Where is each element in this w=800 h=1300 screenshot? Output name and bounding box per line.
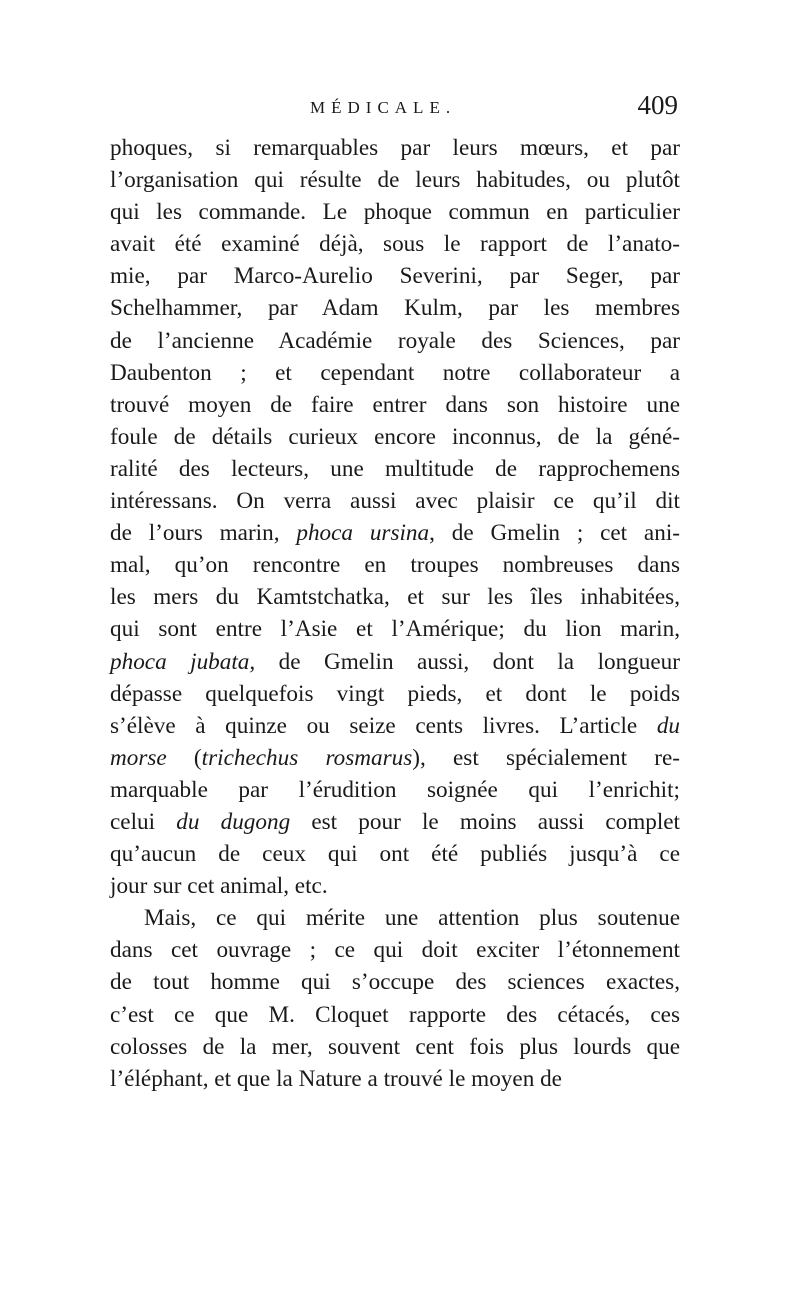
text-segment: Schelhammer, par Adam Kulm, par les membres	[110, 295, 680, 322]
text-line	[110, 838, 680, 870]
text-segment: l’éléphant, et que la Nature a trouvé le moyen de	[110, 1065, 562, 1092]
text-line	[110, 228, 680, 260]
text-line	[110, 260, 680, 292]
text-segment: les mers du Kamtstchatka, et sur les îles inhabitées,	[110, 584, 680, 611]
text-segment: ralité des lecteurs, une multitude de rapprochemens	[110, 455, 680, 482]
text-segment: marquable par l’érudition soignée qui l’enrichit;	[110, 776, 680, 803]
text-segment: celui	[110, 808, 177, 835]
text-line	[110, 742, 680, 774]
text-line	[110, 325, 680, 357]
text-segment: qui les commande. Le phoque commun en particulier	[110, 199, 680, 226]
text-line	[110, 966, 680, 998]
text-line	[110, 421, 680, 453]
text-line	[110, 581, 680, 613]
text-segment: trouvé moyen de faire entrer dans son histoire une	[110, 391, 680, 418]
text-line	[110, 485, 680, 517]
text-line	[110, 999, 680, 1031]
text-segment: qui sont entre l’Asie et l’Amérique; du lion marin,	[110, 616, 680, 643]
text-line	[110, 1063, 680, 1095]
text-line	[110, 453, 680, 485]
book-page	[110, 92, 680, 1095]
text-segment: , de Gmelin ; cet ani-	[429, 520, 680, 547]
text-line	[110, 292, 680, 324]
running-head: MÉDICALE.	[310, 98, 457, 117]
italic-segment: phoca ursina	[296, 520, 430, 547]
text-line	[110, 517, 680, 549]
italic-segment: morse	[110, 744, 167, 771]
text-segment: ), est spécialement re-	[412, 744, 680, 771]
text-line	[110, 549, 680, 581]
text-segment: Daubenton ; et cependant notre collaborateur a	[110, 359, 680, 386]
text-segment: intéressans. On verra aussi avec plaisir ce qu’il dit	[110, 488, 680, 515]
text-segment: de tout homme qui s’occupe des sciences exactes,	[110, 969, 680, 996]
text-segment: dans cet ouvrage ; ce qui doit exciter l’étonnement	[110, 937, 680, 964]
paragraph	[110, 902, 680, 1095]
italic-segment: du	[656, 712, 680, 739]
text-segment: mie, par Marco-Aurelio Severini, par Seger, par	[110, 263, 680, 290]
italic-segment: trichechus rosmarus	[201, 744, 413, 771]
text-segment: (	[166, 744, 202, 771]
text-segment: phoques, si remarquables par leurs mœurs, et par	[110, 135, 680, 161]
text-segment: l’organisation qui résulte de leurs habitudes, ou plutôt	[110, 167, 680, 194]
text-line	[110, 164, 680, 196]
text-segment: qu’aucun de ceux qui ont été publiés jusqu’à ce	[110, 841, 680, 868]
text-line	[110, 870, 680, 902]
text-segment: de l’ours marin,	[110, 520, 297, 547]
text-segment: jour sur cet animal, etc.	[110, 873, 328, 900]
text-line	[110, 357, 680, 389]
text-segment: avait été examiné déjà, sous le rapport de l’anato-	[110, 231, 680, 258]
text-line	[110, 934, 680, 966]
text-line	[110, 132, 680, 164]
text-line	[110, 613, 680, 645]
text-segment: colosses de la mer, souvent cent fois plus lourds que	[110, 1033, 680, 1060]
text-segment: de l’ancienne Académie royale des Sciences, par	[110, 327, 680, 354]
text-line	[110, 710, 680, 742]
text-segment: est pour le moins aussi complet	[290, 808, 681, 835]
text-line	[110, 196, 680, 228]
paragraph	[110, 132, 680, 902]
italic-segment: phoca jubata,	[110, 648, 256, 675]
text-line	[110, 646, 680, 678]
text-line	[110, 806, 680, 838]
text-segment: c’est ce que M. Cloquet rapporte des cétacés, ces	[110, 1001, 680, 1028]
text-line	[110, 774, 680, 806]
text-line	[110, 1031, 680, 1063]
page-number: 409	[637, 90, 678, 120]
text-segment: s’élève à quinze ou seize cents livres. L’article	[110, 712, 657, 739]
text-line	[110, 902, 680, 934]
page-header	[110, 92, 680, 132]
body-text	[110, 132, 680, 1095]
text-segment: mal, qu’on rencontre en troupes nombreuses dans	[110, 552, 680, 579]
text-line	[110, 678, 680, 710]
text-segment: foule de détails curieux encore inconnus, de la géné-	[110, 423, 680, 450]
text-segment: Mais, ce qui mérite une attention plus soutenue	[144, 905, 680, 932]
text-segment: de Gmelin aussi, dont la longueur	[255, 648, 680, 675]
text-line	[110, 389, 680, 421]
text-segment: dépasse quelquefois vingt pieds, et dont le poids	[110, 680, 680, 707]
italic-segment: du dugong	[176, 808, 291, 835]
